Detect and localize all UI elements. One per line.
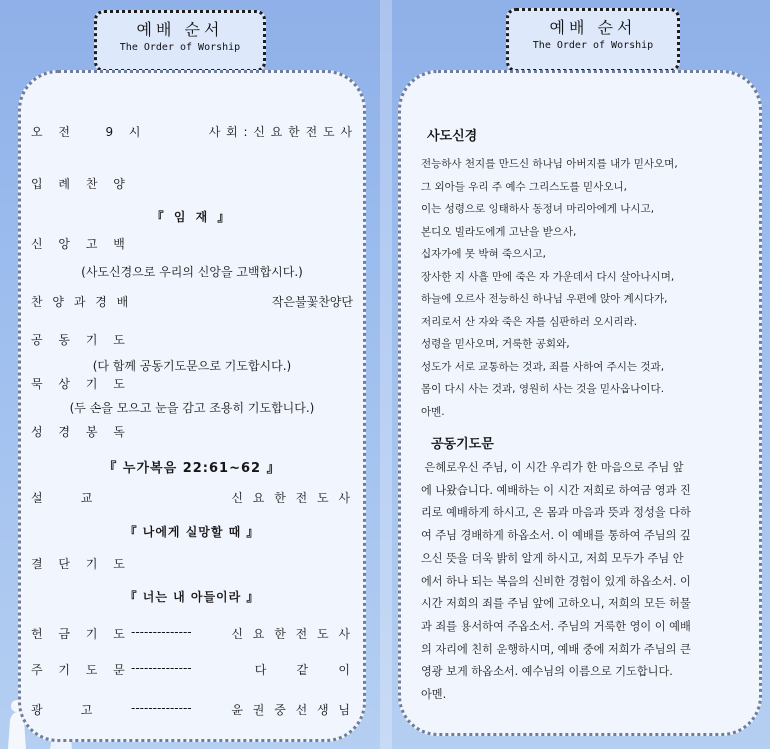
common-prayer-text: 은혜로우신 주님, 이 시간 우리가 한 마음으로 주님 앞 에 나왔습니다. 예배하는 이 시간 저희로 하여금 영과 진 리로 예배하게 하시고, 온 몸과 마음과 뜻과 정성을 다하 여 주님 경배하게 하옵소서. 이 예배를 통하여 주님의 깊 으신 뜻을 더욱 밝히 알게 하시고, 저희 모두가 주님 안 에서 하나 되는 복음의 신비한 경험이 있게 하옵소서. 이 시간 저희의 죄를 주님 앞에 고하오니, 저희의 모든 허물 과 죄를 용서하여 주옵소서. 주님의 거룩한 영이 이 예배 의 자리에 친히 운행하시며, 예배 중에 저희가 주님의 큰 영광 보게 하옵소서. 예수님의 이름으로 기도합니다. 아멘. bbox=[421, 461, 691, 702]
common-prayer-label: 공 동 기 도 bbox=[31, 333, 131, 347]
announcement-label: 광 고 bbox=[31, 703, 93, 717]
leader-dots: -------------- bbox=[131, 625, 192, 639]
entrance-hymn-title: 『 임 재 』 bbox=[151, 210, 233, 224]
title-badge-left bbox=[94, 10, 266, 72]
decision-hymn-title: 『 너는 내 아들이라 』 bbox=[124, 590, 260, 604]
lords-prayer-leader: 다 같 이 bbox=[254, 663, 353, 677]
title-english: The Order of Worship bbox=[119, 42, 241, 53]
offering-prayer-leader: 신 요 한 전 도 사 bbox=[231, 627, 353, 641]
announcement-leader: 윤 권 중 선 생 님 bbox=[231, 703, 353, 717]
sermon-title: 『 나에게 실망할 때 』 bbox=[124, 525, 260, 539]
offering-prayer-label: 헌 금 기 도 bbox=[31, 627, 131, 641]
preacher: 신 요 한 전 도 사 bbox=[231, 491, 353, 505]
common-prayer-note: (다 함께 공동기도문으로 기도합시다.) bbox=[92, 359, 292, 373]
lords-prayer-label: 주 기 도 문 bbox=[31, 663, 131, 677]
common-prayer-title: 공동기도문 bbox=[431, 437, 494, 452]
host: 사 회 : 신 요 한 전 도 사 bbox=[208, 125, 353, 139]
apostles-creed-text: 전능하사 천지를 만드신 하나님 아버지를 내가 믿사오며, 그 외아들 우리 주 예수 그리스도를 믿사오니, 이는 성령으로 잉태하사 동정녀 마리아에게 나시고, 본디오 빌라도에게 고난을 받으사, 십자가에 못 박혀 죽으시고, 장사한 지 사흘 만에 죽은 자 가운데서 다시 살아나시며, 하늘에 오르사 전능하신 하나님 우편에 앉아 계시다가, 저리로서 산 자와 죽은 자를 심판하러 오시리라. 성령을 믿사오며, 거룩한 공회와, 성도가 서로 교통하는 것과, 죄를 사하여 주시는 것과, 몸이 다시 사는 것과, 영원히 사는 것을 믿사옵나이다. 아멘. bbox=[421, 158, 678, 418]
service-time: 오 전 9 시 bbox=[31, 125, 147, 139]
leader-dots: -------------- bbox=[131, 661, 192, 675]
praise-label: 찬 양 과 경 배 bbox=[31, 295, 132, 309]
creed-prayer-panel bbox=[398, 70, 762, 736]
confession-label: 신 앙 고 백 bbox=[31, 237, 131, 251]
scripture-label: 성 경 봉 독 bbox=[31, 425, 131, 439]
order-of-worship-panel bbox=[18, 70, 366, 742]
scripture-reference: 『 누가복음 22:61~62 』 bbox=[103, 461, 281, 476]
title-badge-right bbox=[506, 8, 680, 72]
apostles-creed-title: 사도신경 bbox=[427, 129, 478, 144]
title-korean: 예배 순서 bbox=[549, 18, 637, 37]
decision-prayer-label: 결 단 기 도 bbox=[31, 557, 131, 571]
entrance-hymn-label: 입 례 찬 양 bbox=[31, 177, 131, 191]
silent-prayer-note: (두 손을 모으고 눈을 감고 조용히 기도합니다.) bbox=[69, 401, 315, 415]
background-divider bbox=[380, 0, 392, 749]
confession-note: (사도신경으로 우리의 신앙을 고백합시다.) bbox=[81, 265, 303, 279]
silent-prayer-label: 묵 상 기 도 bbox=[31, 377, 131, 391]
praise-team: 작은불꽃찬양단 bbox=[271, 295, 353, 309]
sermon-label: 설 교 bbox=[31, 491, 93, 505]
title-korean: 예배 순서 bbox=[136, 20, 224, 39]
title-english: The Order of Worship bbox=[532, 40, 654, 51]
leader-dots: -------------- bbox=[131, 701, 192, 715]
